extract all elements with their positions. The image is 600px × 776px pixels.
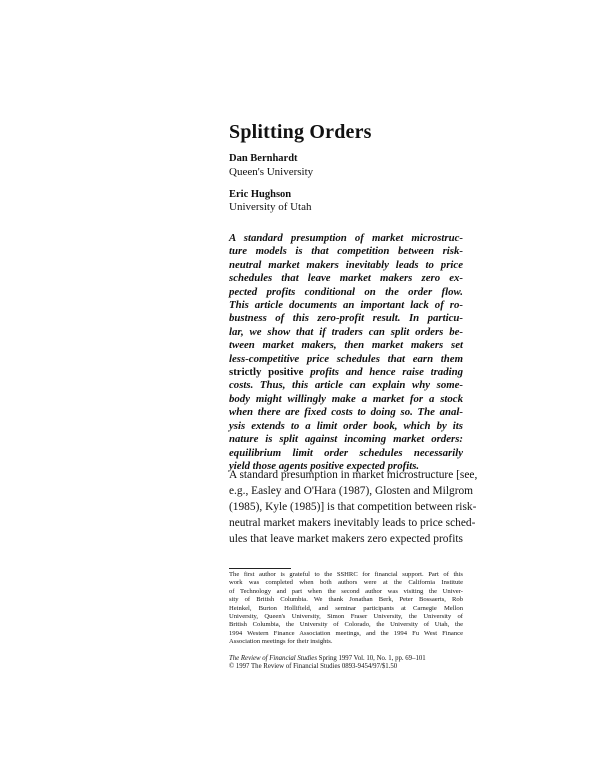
body-line: e.g., Easley and O'Hara (1987), Glosten and Milgrom [229, 485, 474, 498]
abstract-emphasis: strictly positive [229, 366, 304, 379]
footnote-divider [229, 568, 291, 569]
abstract-line: yield those agents positive expected profits. [229, 459, 420, 472]
abstract-line: less-competitive price schedules that earn them [229, 352, 463, 365]
footnote-line: Heinkel, Burton Hollifield, and seminar participants at Carnegie Mellon [229, 604, 463, 612]
abstract-line: tween market makers, then market makers set [229, 339, 463, 352]
journal-citation-line [229, 655, 469, 663]
author-affiliation: University of Utah [229, 201, 312, 213]
footnote-line: British Columbia, the University of Colorado, the University of Utah, the [229, 621, 463, 629]
body-line: A standard presumption in market microstructure [see, [229, 469, 478, 481]
abstract-line: pected profits conditional on the order flow. [229, 285, 463, 298]
abstract-line: ysis extends to a limit order book, which by its [229, 419, 463, 432]
body-paragraph [229, 467, 478, 547]
abstract-line: bustness of this zero-profit result. In particu- [229, 312, 463, 325]
abstract-line: schedules that leave market makers zero ex- [229, 272, 463, 285]
abstract-line-rest: profits and hence raise trading [303, 366, 463, 379]
journal-name: The Review of Financial Studies [229, 655, 317, 662]
footnote-line: work was completed when both authors were at the California Institute [229, 579, 463, 587]
footnote-line: Association meetings for their insights. [229, 638, 333, 646]
footnote [229, 571, 463, 647]
copyright-line: © 1997 The Review of Financial Studies 0893-9454/97/$1.50 [229, 663, 398, 671]
author-name: Dan Bernhardt [229, 153, 298, 164]
abstract-line: nature is split against incoming market orders: [229, 433, 463, 446]
abstract-line: ture models is that competition between risk- [229, 245, 463, 258]
abstract-line: This article documents an important lack of ro- [229, 299, 463, 312]
footnote-line: The first author is grateful to the SSHRC for financial support. Part of this [229, 571, 463, 578]
abstract-line: neutral market makers inevitably leads to price [229, 258, 463, 271]
abstract-line: body might willingly make a market for a stock [229, 392, 463, 405]
abstract-line [229, 366, 463, 379]
author-affiliation: Queen's University [229, 166, 314, 178]
abstract-line: A standard presumption of market microstruc- [229, 232, 463, 244]
footnote-line: sity of British Columbia. We thank Jonathan Berk, Peter Bossaerts, Rob [229, 596, 463, 604]
body-line: neutral market makers inevitably leads to price sched- [229, 517, 476, 530]
body-line: ules that leave market makers zero expected profits [229, 533, 463, 546]
abstract-line: when there are fixed costs to doing so. The anal- [229, 406, 463, 419]
abstract-line: equilibrium limit order schedules necessarily [229, 446, 463, 459]
author-name: Eric Hughson [229, 189, 292, 200]
footnote-line: 1994 Western Finance Association meetings, and the 1994 Fu West Finance [229, 629, 463, 637]
journal-issue: Spring 1997 Vol. 10, No. 1, pp. 69–101 [316, 655, 426, 662]
footnote-line: of Technology and part when the second author was visiting the Univer- [229, 587, 463, 595]
footnote-line: University, Queen's University, Simon Fraser University, the University of [229, 613, 463, 621]
journal-citation [229, 655, 469, 672]
abstract [229, 232, 463, 473]
paper-title: Splitting Orders [229, 121, 372, 143]
body-line: (1985), Kyle (1985)] is that competition between risk- [229, 501, 477, 514]
abstract-line: costs. Thus, this article can explain why some- [229, 379, 463, 392]
abstract-line: lar, we show that if traders can split orders be- [229, 325, 463, 338]
